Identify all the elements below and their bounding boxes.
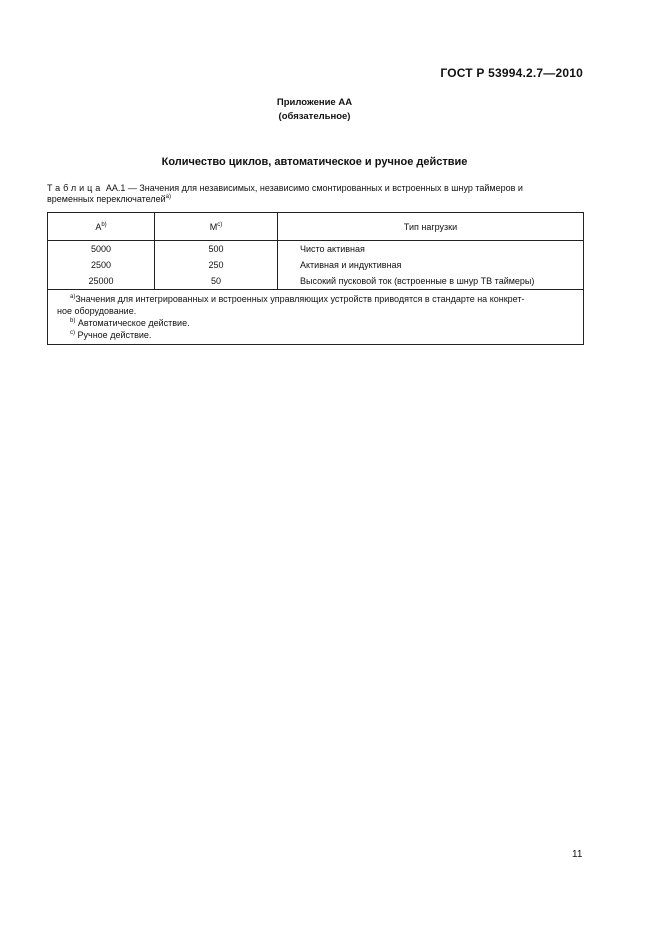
header-cell-load-type — [278, 213, 584, 241]
table-notes-row — [48, 290, 584, 345]
section-title: Количество циклов, автоматическое и ручное действие — [161, 156, 468, 168]
table-caption — [47, 183, 583, 205]
table-notes — [48, 290, 584, 345]
cycles-table — [47, 212, 584, 345]
table-header-row — [48, 213, 584, 241]
header-load-type-text: Тип нагрузки — [403, 221, 458, 232]
table-caption-text-line1: — Значения для независимых, независимо смонтированных и встроенных в шнур таймеров и — [125, 183, 523, 193]
note-a-continuation: ное оборудование. — [57, 306, 137, 316]
header-cell-a — [48, 213, 155, 241]
header-m-sup: c) — [217, 221, 223, 228]
appendix-heading — [0, 96, 629, 124]
note-a-text: Значения для интегрированных и встроенных управляющих устройств приводятся в стандарте на конкрет- — [75, 294, 525, 304]
cell-load-type: Активная и индуктивная — [278, 257, 584, 273]
cell-a: 25000 — [48, 273, 155, 290]
appendix-title: Приложение АА — [276, 97, 353, 108]
cell-a: 5000 — [48, 241, 155, 258]
table-caption-number: АА.1 — [105, 183, 126, 193]
note-c-mark: c) — [70, 330, 75, 336]
table-row — [48, 241, 584, 258]
table-caption-label: Таблица — [47, 183, 104, 193]
cell-a: 2500 — [48, 257, 155, 273]
note-c — [70, 329, 579, 341]
cell-m: 500 — [155, 241, 278, 258]
header-a-text: A — [95, 221, 102, 232]
note-a-mark: a) — [70, 294, 76, 300]
header-cell-m — [155, 213, 278, 241]
standard-number: ГОСТ Р 53994.2.7—2010 — [440, 66, 583, 80]
cell-load-type: Чисто активная — [278, 241, 584, 258]
table-caption-footnote-ref: a) — [165, 194, 171, 200]
table-caption-text-line2: временных переключателей — [47, 194, 166, 204]
table-row — [48, 257, 584, 273]
header-a-sup: b) — [101, 221, 107, 228]
note-c-text: Ручное действие. — [77, 330, 152, 340]
note-b-mark: b) — [70, 318, 76, 324]
appendix-status: (обязательное) — [278, 111, 351, 122]
table-row — [48, 273, 584, 290]
page-number: 11 — [572, 849, 583, 860]
header-m-text: M — [209, 221, 218, 232]
cell-load-type: Высокий пусковой ток (встроенные в шнур ТВ таймеры) — [278, 273, 584, 290]
cell-m: 250 — [155, 257, 278, 273]
note-a — [70, 293, 579, 305]
note-b — [70, 317, 579, 329]
note-b-text: Автоматическое действие. — [77, 318, 190, 328]
cell-m: 50 — [155, 273, 278, 290]
